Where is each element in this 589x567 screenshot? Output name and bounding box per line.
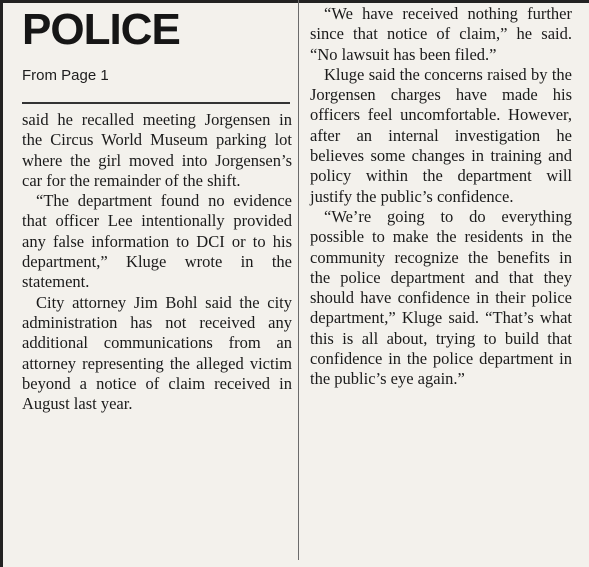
column-divider <box>298 0 299 560</box>
article-paragraph: City attorney Jim Bohl said the city administration has not received any additional communications from an attorney representing the alleged victim beyond a notice of claim received in August last year. <box>22 292 292 414</box>
clipping-left-border <box>0 0 3 567</box>
section-headline: POLICE <box>22 5 180 54</box>
article-paragraph: said he recalled meeting Jorgensen in the Circus World Museum parking lot where the girl moved into Jorgensen’s car for the remainder of the shift. <box>22 110 292 190</box>
headline-rule <box>22 102 290 104</box>
left-column <box>22 4 292 414</box>
article-paragraph: Kluge said the concerns raised by the Jorgensen charges have made his officers feel uncomfortable. However, after an internal investigation he believes some changes in training and policy within the department will justify the public’s confidence. <box>310 64 572 206</box>
article-paragraph: “The department found no evidence that officer Lee intentionally provided any false information to DCI or to his department,” Kluge wrote in the statement. <box>22 191 292 292</box>
article-paragraph: “We’re going to do everything possible to make the residents in the community recognize the benefits in the police department and that they should have confidence in their police department,” Kluge said. “That’s what this is all about, trying to build that confidence in the police department in the public’s eye again.” <box>310 206 572 389</box>
article-paragraph: “We have received nothing further since that notice of claim,” he said. “No lawsuit has been filed.” <box>310 4 572 64</box>
clipping-top-border <box>0 0 589 3</box>
continued-from-label: From Page 1 <box>22 67 109 84</box>
right-column <box>310 4 572 390</box>
